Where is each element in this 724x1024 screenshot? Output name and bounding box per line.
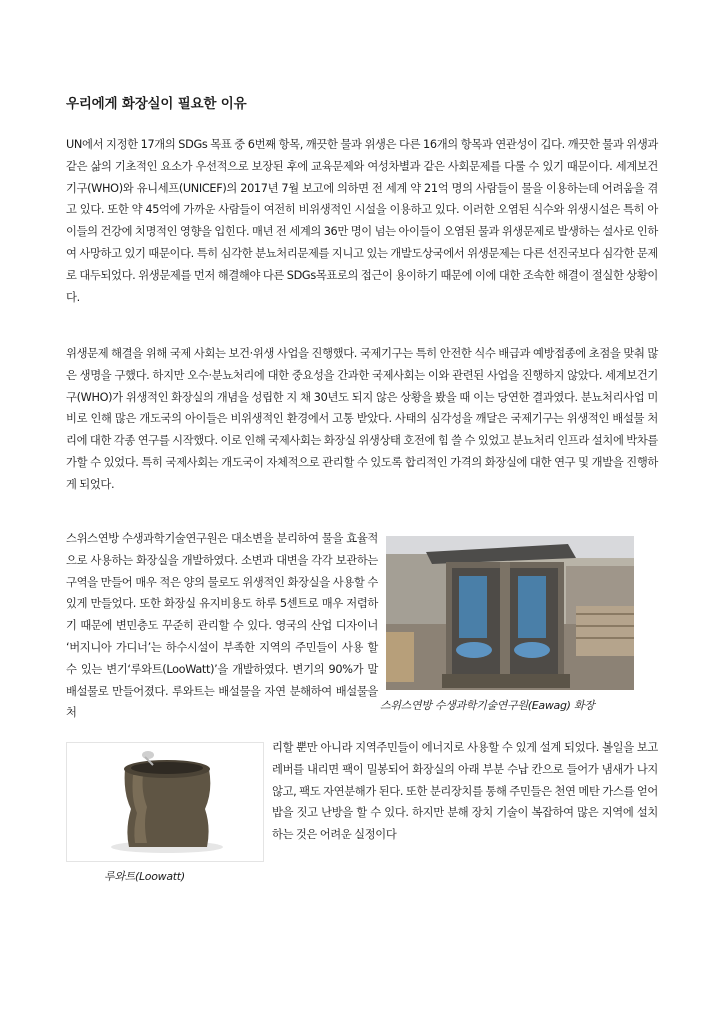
loowatt-photo-caption: 루와트(Loowatt) (104, 870, 185, 883)
loowatt-toilet-photo (66, 742, 264, 862)
page-title: 우리에게 화장실이 필요한 이유 (66, 96, 247, 112)
paragraph-sdg-sanitation: UN에서 지정한 17개의 SDGs 목표 중 6번째 항목, 깨끗한 물과 위생은 다른 16개의 항목과 연관성이 깁다. 깨끗한 물과 위생과 같은 삶의 기초적인 요소가 우선적으로 보장된 후에 교육문제와 여성차별과 같은 사회문제를 다룰 수 있기 때문이다. 세계보건기구(WHO)와 유니세프(UNICEF)의 2017년 7월 보고에 의하면 전 세계 약 21억 명의 사람들이 물을 이용하는데 어려움을 겪고 있다. 또한 약 45억에 가까운 사람들이 여전히 비위생적인 시설을 이용하고 있다. 이러한 오염된 식수와 위생시설은 특히 아이들의 건강에 치명적인 영향을 입힌다. 매년 전 세계의 36만 명이 넘는 아이들이 오염된 물과 위생문제로 발생하는 설사로 인하여 사망하고 있기 때문이다. 특히 심각한 분뇨처리문제를 지니고 있는 개발도상국에서 위생문제는 다른 선진국보다 심각한 문제로 대두되었다. 위생문제를 먼저 해결해야 다른 SDGs목표로의 접근이 용이하기 때문에 이에 대한 조속한 해결이 절실한 상황이다. (66, 138, 658, 304)
eawag-toilet-photo (386, 536, 634, 690)
paragraph-loowatt-continued: 리할 뿐만 아니라 지역주민들이 에너지로 사용할 수 있게 설계 되었다. 볼일을 보고 레버를 내리면 팩이 밀봉되어 화장실의 아래 부분 수납 칸으로 들어가 냄새가 나지 않고, 팩도 자연분해가 된다. 또한 분리장치를 통해 주민들은 천연 메탄 가스를 얻어 밥을 짓고 난방을 할 수 있다. 하지만 분해 장치 기술이 복잡하여 많은 지역에 설치하는 것은 어려운 실정이다 (272, 741, 658, 842)
paragraph-international-efforts: 위생문제 해결을 위해 국제 사회는 보건·위생 사업을 진행했다. 국제기구는 특히 안전한 식수 배급과 예방접종에 초점을 맞춰 많은 생명을 구했다. 하지만 오수·분뇨처리에 대한 중요성을 간과한 국제사회는 이와 관련된 사업을 진행하지 않았다. 세계보건기구(WHO)가 위생적인 화장실의 개념을 성립한 지 채 30년도 되지 않은 상황을 봤을 때 이는 당연한 결과였다. 분뇨처리사업 미비로 인해 많은 개도국의 아이들은 비위생적인 환경에서 고통 받았다. 사태의 심각성을 깨달은 국제기구는 위생적인 배설물 처리에 대한 각종 연구를 시작했다. 이로 인해 국제사회는 화장실 위생상태 호전에 힘 쓸 수 있었고 분뇨처리 인프라 설치에 박차를 가할 수 있었다. 특히 국제사회는 개도국이 자체적으로 관리할 수 있도록 합리적인 가격의 화장실에 대한 연구 및 개발을 진행하게 되었다. (66, 347, 658, 491)
paragraph-toilet-innovations: 스위스연방 수생과학기술연구원은 대소변을 분리하여 물을 효율적으로 사용하는 화장실을 개발하였다. 소변과 대변을 각각 보관하는 구역을 만들어 매우 적은 양의 물로도 위생적인 화장실을 사용할 수 있게 만들었다. 또한 화장실 유지비용도 하루 5센트로 매우 저렴하기 때문에 변민층도 꾸준히 관리할 수 있다. 영국의 산업 디자이너 ‘버지니아 가디너’는 하수시설이 부족한 지역의 주민들이 사용 할 수 있는 변기‘루와트(LooWatt)’을 개발하였다. 변기의 90%가 말 배설물로 만들어졌다. 루와트는 배설물을 자연 분해하여 배설물을 처 (66, 532, 378, 720)
eawag-photo-caption: 스위스연방 수생과학기술연구원(Eawag) 화장 (380, 699, 595, 712)
